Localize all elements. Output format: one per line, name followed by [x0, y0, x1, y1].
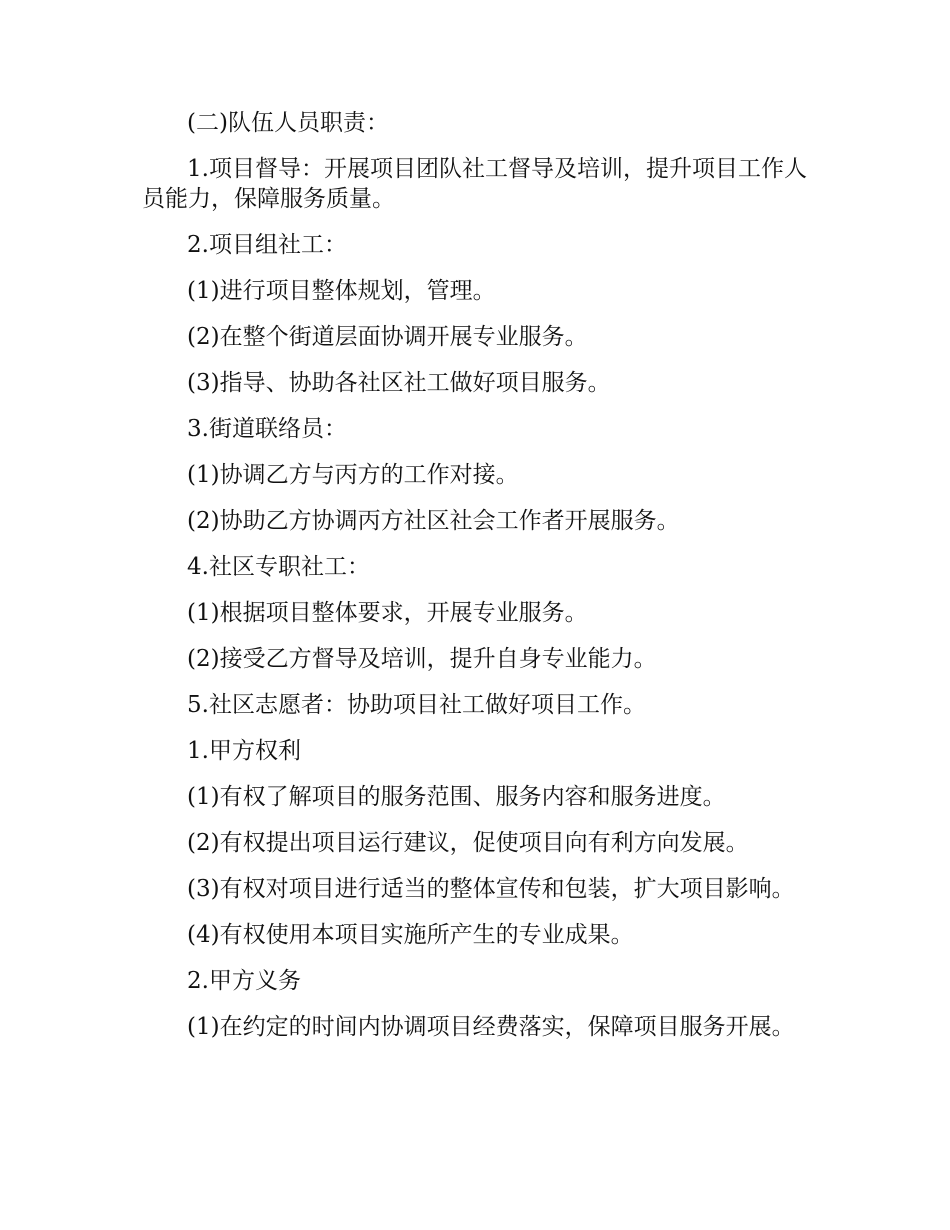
paragraph: (3)指导、协助各社区社工做好项目服务。 [187, 370, 611, 396]
paragraph: (1)根据项目整体要求，开展专业服务。 [187, 600, 588, 626]
paragraph: 4.社区专职社工： [187, 554, 370, 580]
paragraph: (1)在约定的时间内协调项目经费落实，保障项目服务开展。 [187, 1014, 795, 1040]
paragraph: 1.项目督导：开展项目团队社工督导及培训，提升项目工作人员能力，保障服务质量。 [142, 156, 807, 212]
paragraph: (1)协调乙方与丙方的工作对接。 [187, 462, 519, 488]
document-body [142, 108, 810, 1058]
paragraph: 3.街道联络员： [187, 416, 347, 442]
paragraph: 1.甲方权利 [187, 738, 301, 764]
paragraph: (2)接受乙方督导及培训，提升自身专业能力。 [187, 646, 657, 672]
paragraph: (2)协助乙方协调丙方社区社会工作者开展服务。 [187, 508, 680, 534]
paragraph: 5.社区志愿者：协助项目社工做好项目工作。 [187, 692, 646, 718]
section-heading: (二)队伍人员职责： [187, 110, 389, 136]
paragraph: (2)有权提出项目运行建议，促使项目向有利方向发展。 [187, 830, 749, 856]
paragraph: (1)有权了解项目的服务范围、服务内容和服务进度。 [187, 784, 726, 810]
paragraph: (4)有权使用本项目实施所产生的专业成果。 [187, 922, 634, 948]
paragraph: (1)进行项目整体规划，管理。 [187, 278, 496, 304]
paragraph: 2.项目组社工： [187, 232, 347, 258]
paragraph: 2.甲方义务 [187, 968, 301, 994]
paragraph: (2)在整个街道层面协调开展专业服务。 [187, 324, 588, 350]
paragraph: (3)有权对项目进行适当的整体宣传和包装，扩大项目影响。 [187, 876, 795, 902]
